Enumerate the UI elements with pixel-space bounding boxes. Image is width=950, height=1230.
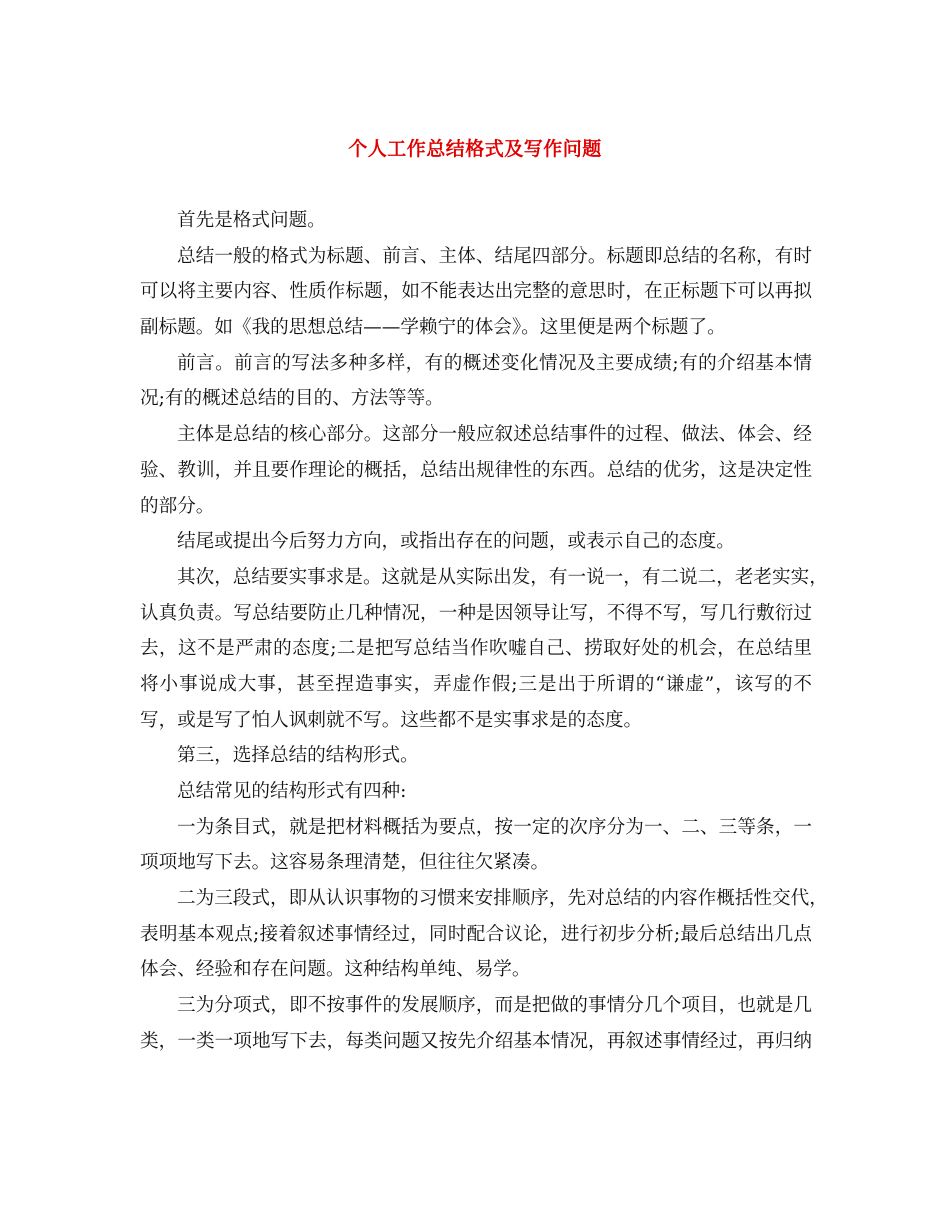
text-line: 的部分。 [140,495,215,517]
text-line: 前言。前言的写法多种多样，有的概述变化情况及主要成绩;有的介绍基本情 [177,352,812,374]
text-line: 二为三段式，即从认识事物的习惯来安排顺序，先对总结的内容作概括性交代， [177,888,828,910]
text-line: 写，或是写了怕人讽刺就不写。这些都不是实事求是的态度。 [140,709,643,731]
document-body [140,203,828,1060]
text-line: 一为条目式，就是把材料概括为要点，按一定的次序分为一、二、三等条，一 [177,816,812,838]
text-line: 将小事说成大事，甚至捏造事实，弄虚作假;三是出于所谓的“谦虚”，该写的不 [140,673,812,695]
text-line: 总结常见的结构形式有四种: [177,781,407,802]
text-line: 况;有的概述总结的目的、方法等等。 [140,388,444,410]
text-line: 可以将主要内容、性质作标题，如不能表达出完整的意思时，在正标题下可以再拟 [140,281,812,303]
text-line: 项项地写下去。这容易条理清楚，但往往欠紧凑。 [140,852,550,874]
text-line: 认真负责。写总结要防止几种情况，一种是因领导让写，不得不写，写几行敷衍过 [140,602,812,624]
text-line: 验、教训，并且要作理论的概括，总结出规律性的东西。总结的优劣，这是决定性 [140,459,812,481]
text-line: 第三，选择总结的结构形式。 [177,745,419,767]
text-line: 其次，总结要实事求是。这就是从实际出发，有一说一，有二说二，老老实实， [177,566,828,588]
text-line: 去，这不是严肃的态度;二是把写总结当作吹嘘自己、捞取好处的机会，在总结里 [140,638,812,660]
text-line: 体会、经验和存在问题。这种结构单纯、易学。 [140,959,531,981]
text-line: 主体是总结的核心部分。这部分一般应叙述总结事件的过程、做法、体会、经 [177,424,812,446]
text-line: 总结一般的格式为标题、前言、主体、结尾四部分。标题即总结的名称，有时 [177,245,812,267]
document-title: 个人工作总结格式及写作问题 [348,138,602,160]
text-line: 副标题。如《我的思想总结——学赖宁的体会》。这里便是两个标题了。 [140,317,726,339]
text-line: 首先是格式问题。 [177,210,326,231]
text-line: 类，一类一项地写下去，每类问题又按先介绍基本情况，再叙述事情经过，再归纳 [140,1030,812,1052]
text-line: 三为分项式，即不按事件的发展顺序，而是把做的事情分几个项目，也就是几 [177,995,812,1017]
text-line: 表明基本观点;接着叙述事情经过，同时配合议论，进行初步分析;最后总结出几点 [140,923,812,945]
text-line: 结尾或提出今后努力方向，或指出存在的问题，或表示自己的态度。 [177,531,735,553]
